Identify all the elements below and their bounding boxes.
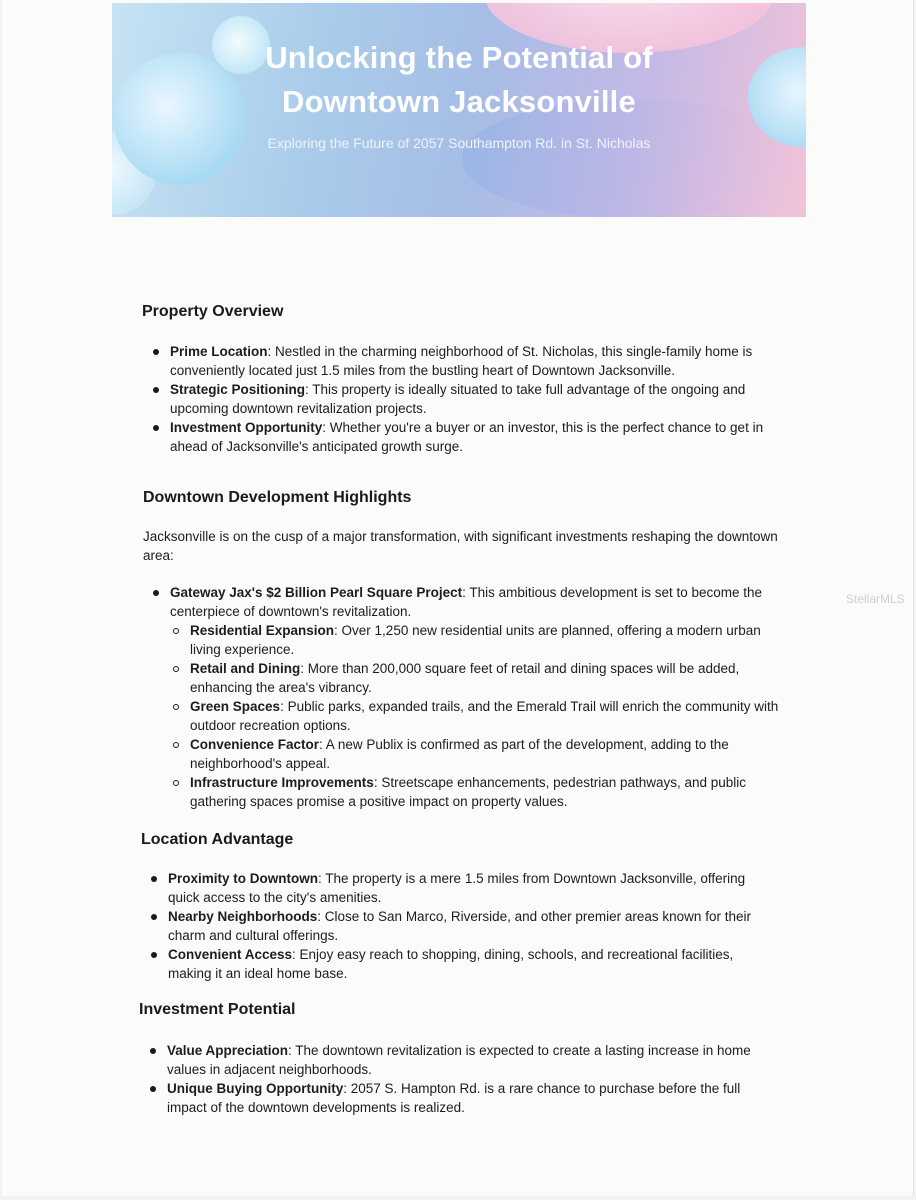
list-item: Nearby Neighborhoods: Close to San Marco, Riverside, and other premier areas known for their charm and cultural offerings.	[140, 907, 780, 945]
page-subtitle: Exploring the Future of 2057 Southampton Rd. in St. Nicholas	[267, 135, 651, 151]
list-item: Unique Buying Opportunity: 2057 S. Hampton Rd. is a rare chance to purchase before the full impact of the downtown developments is realized.	[139, 1079, 779, 1117]
document-page	[2, 0, 914, 1196]
list-item: Proximity to Downtown: The property is a mere 1.5 miles from Downtown Jacksonville, offering quick access to the city's amenities.	[140, 869, 780, 907]
page-title	[112, 36, 806, 124]
list-item: Prime Location: Nestled in the charming neighborhood of St. Nicholas, this single-family home is conveniently located just 1.5 miles from the bustling heart of Downtown Jacksonville.	[142, 342, 782, 380]
sub-list-item: Retail and Dining: More than 200,000 square feet of retail and dining spaces will be added, enhancing the area's vibrancy.	[142, 659, 782, 697]
title-line-1: Unlocking the Potential of	[265, 40, 653, 75]
sub-list-item: Convenience Factor: A new Publix is confirmed as part of the development, adding to the neighborhood's appeal.	[142, 735, 782, 773]
list-item: Convenient Access: Enjoy easy reach to shopping, dining, schools, and recreational facilities, making it an ideal home base.	[140, 945, 780, 983]
downtown-development-list	[142, 583, 782, 811]
list-item: Strategic Positioning: This property is ideally situated to take full advantage of the ongoing and upcoming downtown revitalization projects.	[142, 380, 782, 418]
investment-potential-list	[139, 1041, 779, 1117]
header-banner	[112, 3, 806, 217]
sub-list-item: Residential Expansion: Over 1,250 new residential units are planned, offering a modern urban living experience.	[142, 621, 782, 659]
section-heading-property-overview: Property Overview	[142, 303, 284, 320]
watermark: StellarMLS	[846, 592, 905, 606]
section-intro: Jacksonville is on the cusp of a major transformation, with significant investments reshaping the downtown area:	[143, 529, 778, 563]
list-item: Investment Opportunity: Whether you're a buyer or an investor, this is the perfect chance to get in ahead of Jacksonville's anticipated growth surge.	[142, 418, 782, 456]
section-heading-location-advantage: Location Advantage	[141, 831, 294, 848]
list-item: Value Appreciation: The downtown revitalization is expected to create a lasting increase in home values in adjacent neighborhoods.	[139, 1041, 779, 1079]
section-heading-downtown-development: Downtown Development Highlights	[143, 489, 412, 506]
property-overview-list	[142, 342, 782, 456]
sub-list-item: Green Spaces: Public parks, expanded trails, and the Emerald Trail will enrich the community with outdoor recreation options.	[142, 697, 782, 735]
list-item: Gateway Jax's $2 Billion Pearl Square Project: This ambitious development is set to become the centerpiece of downtown's revitalization.	[142, 583, 782, 621]
location-advantage-list	[140, 869, 780, 983]
title-line-2: Downtown Jacksonville	[282, 84, 636, 119]
section-heading-investment-potential: Investment Potential	[139, 1001, 296, 1018]
sub-list-item: Infrastructure Improvements: Streetscape enhancements, pedestrian pathways, and public gathering spaces promise a positive impact on property values.	[142, 773, 782, 811]
